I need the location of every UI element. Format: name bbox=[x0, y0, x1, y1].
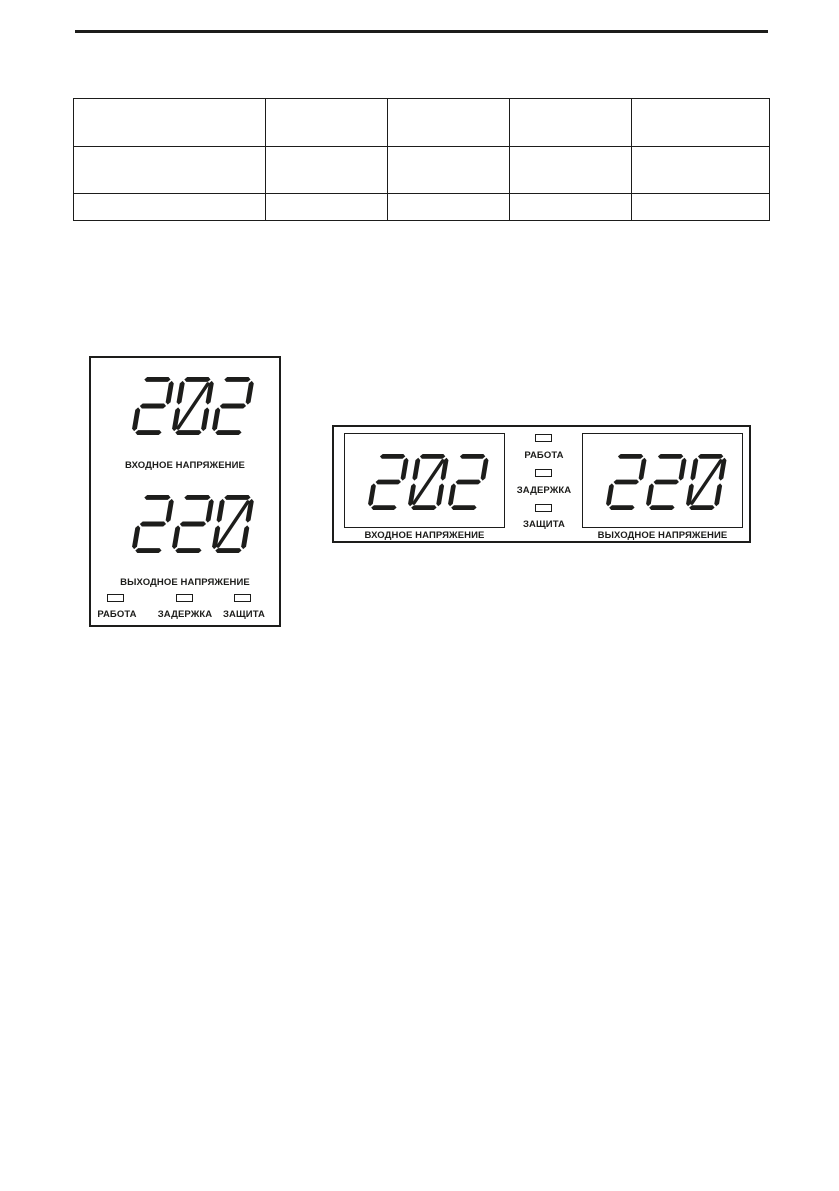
lcd-segment bbox=[175, 548, 201, 553]
lcd-segment bbox=[212, 407, 220, 431]
lcd-segment bbox=[135, 430, 161, 435]
lcd-segment bbox=[420, 454, 445, 459]
lcd-segment bbox=[376, 480, 401, 485]
seven-segment-digits bbox=[364, 452, 493, 512]
lcd-digit bbox=[212, 495, 254, 553]
lcd-segment bbox=[215, 430, 241, 435]
table-cell bbox=[510, 147, 632, 194]
lcd-segment bbox=[649, 505, 674, 510]
seven-segment-digits bbox=[128, 375, 258, 437]
table-cell bbox=[632, 147, 770, 194]
lcd-segment bbox=[658, 454, 683, 459]
lcd-segment bbox=[220, 404, 246, 409]
protection-indicator-led bbox=[535, 504, 552, 512]
lcd-segment bbox=[698, 454, 723, 459]
delay-indicator-label: ЗАДЕРЖКА bbox=[516, 485, 572, 496]
table-row bbox=[74, 194, 770, 221]
lcd-digit bbox=[408, 454, 448, 510]
lcd-digit bbox=[448, 454, 488, 510]
input-voltage-label: ВХОДНОЕ НАПРЯЖЕНИЕ bbox=[125, 460, 245, 471]
lcd-segment bbox=[606, 483, 614, 506]
lcd-segment bbox=[217, 499, 225, 523]
table-cell bbox=[632, 194, 770, 221]
work-indicator-label: РАБОТА bbox=[97, 609, 137, 620]
table-cell bbox=[74, 147, 266, 194]
lcd-segment bbox=[411, 505, 436, 510]
lcd-digit bbox=[132, 495, 174, 553]
lcd-segment bbox=[481, 458, 489, 481]
lcd-segment bbox=[215, 548, 241, 553]
table-cell bbox=[266, 99, 388, 147]
lcd-segment bbox=[132, 407, 140, 431]
lcd-segment bbox=[172, 525, 180, 549]
lcd-segment bbox=[166, 499, 174, 523]
output-voltage-display-horizontal bbox=[602, 452, 731, 512]
input-voltage-display bbox=[128, 375, 258, 437]
lcd-segment bbox=[135, 548, 161, 553]
protection-indicator-led bbox=[234, 594, 251, 602]
lcd-segment bbox=[246, 381, 254, 405]
work-indicator-led bbox=[535, 434, 552, 442]
lcd-segment bbox=[646, 483, 654, 506]
lcd-segment bbox=[412, 458, 420, 481]
table-cell bbox=[266, 147, 388, 194]
lcd-segment bbox=[206, 499, 214, 523]
table-cell bbox=[510, 99, 632, 147]
protection-indicator-label: ЗАЩИТА bbox=[223, 609, 265, 620]
table-row bbox=[74, 99, 770, 147]
lcd-segment bbox=[140, 522, 166, 527]
lcd-segment bbox=[371, 505, 396, 510]
lcd-segment bbox=[609, 505, 634, 510]
lcd-segment bbox=[618, 454, 643, 459]
delay-indicator-label: ЗАДЕРЖКА bbox=[157, 609, 213, 620]
lcd-digit bbox=[172, 495, 214, 553]
input-voltage-display-horizontal bbox=[364, 452, 493, 512]
spec-table bbox=[73, 98, 770, 221]
lcd-segment bbox=[401, 458, 409, 481]
lcd-segment bbox=[224, 377, 250, 382]
table-cell bbox=[388, 194, 510, 221]
table-cell bbox=[74, 99, 266, 147]
work-indicator-label: РАБОТА bbox=[524, 450, 564, 461]
lcd-digit bbox=[646, 454, 686, 510]
output-voltage-label: ВЫХОДНОЕ НАПРЯЖЕНИЕ bbox=[120, 577, 250, 588]
lcd-segment bbox=[140, 404, 166, 409]
delay-indicator-led bbox=[176, 594, 193, 602]
vertical-display-panel bbox=[89, 356, 281, 627]
lcd-segment bbox=[639, 458, 647, 481]
table-cell bbox=[388, 147, 510, 194]
lcd-segment bbox=[368, 483, 376, 506]
lcd-segment bbox=[456, 480, 481, 485]
table-cell bbox=[632, 99, 770, 147]
lcd-segment bbox=[690, 458, 698, 481]
lcd-segment bbox=[132, 525, 140, 549]
input-voltage-label-horizontal: ВХОДНОЕ НАПРЯЖЕНИЕ bbox=[364, 530, 485, 541]
header-rule bbox=[75, 30, 768, 33]
lcd-segment bbox=[144, 495, 170, 500]
lcd-segment bbox=[241, 525, 249, 549]
seven-segment-digits bbox=[602, 452, 731, 512]
lcd-digit bbox=[368, 454, 408, 510]
lcd-segment bbox=[184, 495, 210, 500]
table-cell bbox=[266, 194, 388, 221]
lcd-segment bbox=[224, 495, 250, 500]
lcd-segment bbox=[184, 377, 210, 382]
lcd-segment bbox=[144, 377, 170, 382]
lcd-segment bbox=[166, 381, 174, 405]
lcd-segment bbox=[380, 454, 405, 459]
lcd-segment bbox=[180, 522, 206, 527]
lcd-digit bbox=[172, 377, 214, 435]
table-cell bbox=[388, 99, 510, 147]
lcd-segment bbox=[177, 381, 185, 405]
protection-indicator-label: ЗАЩИТА bbox=[523, 519, 565, 530]
lcd-segment bbox=[201, 407, 209, 431]
seven-segment-digits bbox=[128, 493, 258, 555]
horizontal-display-panel bbox=[332, 425, 751, 543]
table-row bbox=[74, 147, 770, 194]
lcd-segment bbox=[689, 505, 714, 510]
lcd-segment bbox=[436, 483, 444, 506]
lcd-segment bbox=[679, 458, 687, 481]
lcd-segment bbox=[614, 480, 639, 485]
lcd-digit bbox=[132, 377, 174, 435]
table-cell bbox=[74, 194, 266, 221]
lcd-segment bbox=[448, 483, 456, 506]
lcd-digit bbox=[686, 454, 726, 510]
lcd-segment bbox=[175, 430, 201, 435]
lcd-digit bbox=[212, 377, 254, 435]
lcd-segment bbox=[714, 483, 722, 506]
table-cell bbox=[510, 194, 632, 221]
output-voltage-display bbox=[128, 493, 258, 555]
lcd-segment bbox=[654, 480, 679, 485]
work-indicator-led bbox=[107, 594, 124, 602]
lcd-segment bbox=[451, 505, 476, 510]
lcd-segment bbox=[460, 454, 485, 459]
lcd-digit bbox=[606, 454, 646, 510]
delay-indicator-led bbox=[535, 469, 552, 477]
output-voltage-label-horizontal: ВЫХОДНОЕ НАПРЯЖЕНИЕ bbox=[597, 530, 728, 541]
